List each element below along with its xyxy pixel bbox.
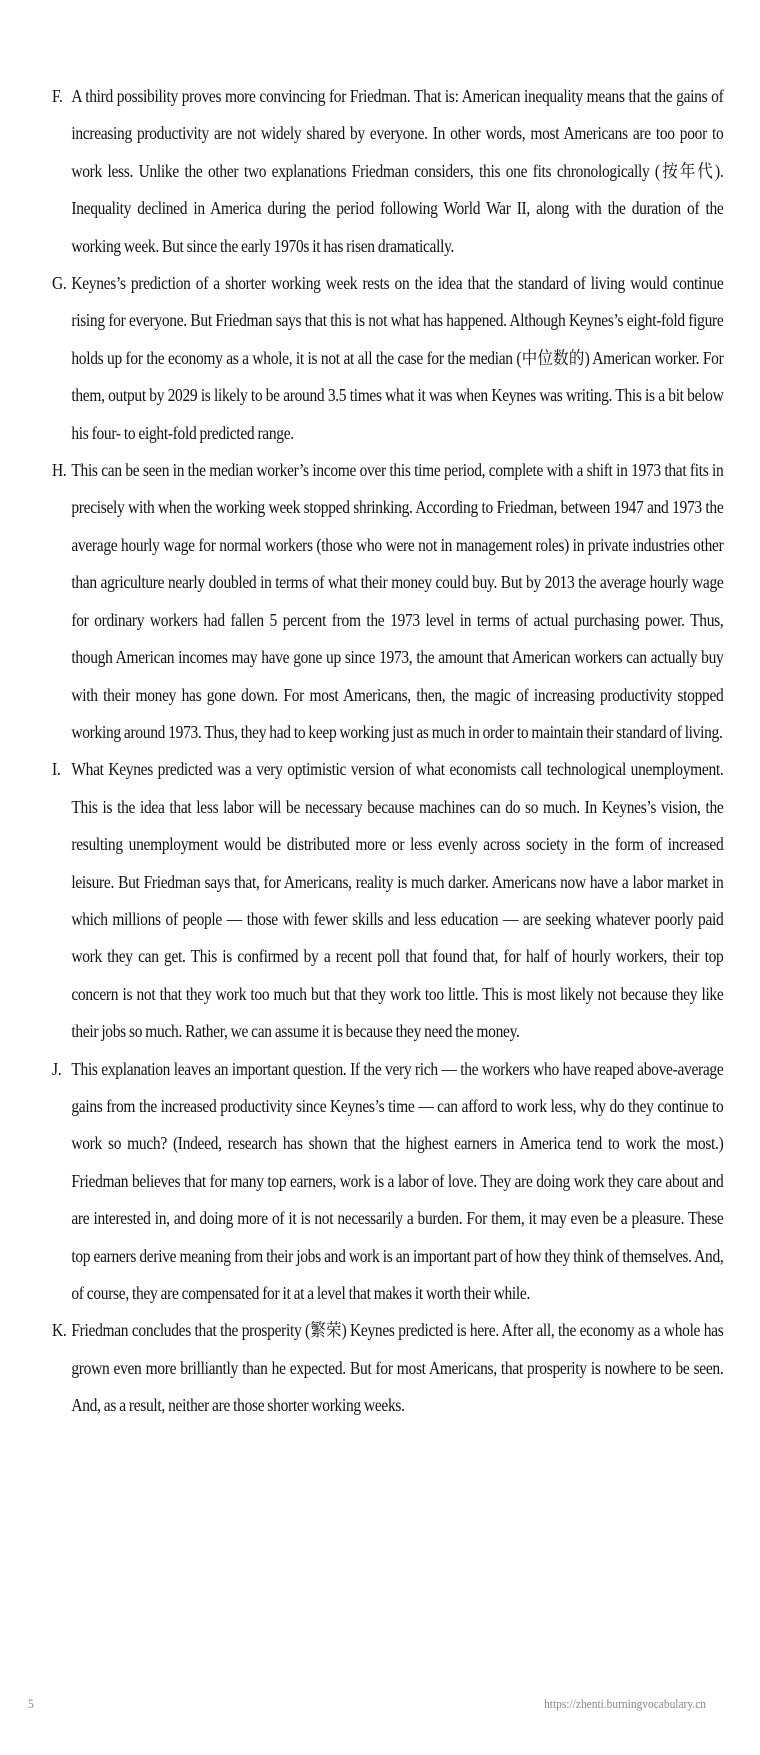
paragraph-letter: H.: [52, 460, 67, 481]
paragraph-g: [52, 265, 723, 452]
paragraph-text: Keynes’s prediction of a shorter working week rests on the idea that the standard of living would continue rising for everyone. But Friedman says that this is not what has happened. Although Keynes’s eight-fold figure holds up for the economy as a whole, it is not at all the case for the median (中位数的) American worker. For them, output by 2029 is likely to be around 3.5 times what it was when Keynes was writing. This is a bit below his four- to eight-fold predicted range.: [71, 273, 724, 443]
paragraph-i: [52, 751, 723, 1050]
paragraph-letter: J.: [52, 1058, 62, 1079]
paragraph-h: [52, 452, 723, 751]
paragraph-text: This can be seen in the median worker’s income over this time period, complete with a shift in 1973 that fits in precisely with when the working week stopped shrinking. According to Friedman, between 1947 and 1973 the average hourly wage for normal workers (those who were not in management roles) in private industries other than agriculture nearly doubled in terms of what their money could buy. But by 2013 the average hourly wage for ordinary workers had fallen 5 percent from the 1973 level in terms of actual purchasing power. Thus, though American incomes may have gone up since 1973, the amount that American workers can actually buy with their money has gone down. For most Americans, then, the magic of increasing productivity stopped working around 1973. Thus, they had to keep working just as much in order to maintain their standard of living.: [71, 460, 724, 742]
paragraph-text: This explanation leaves an important question. If the very rich — the workers who have reaped above-average gains from the increased productivity since Keynes’s time — can afford to work less, why do they continue to work so much? (Indeed, research has shown that the highest earners in America tend to work the most.) Friedman believes that for many top earners, work is a labor of love. They are doing work they care about and are interested in, and doing more of it is not necessarily a burden. For them, it may even be a pleasure. These top earners derive meaning from their jobs and work is an important part of how they think of themselves. And, of course, they are compensated for it at a level that makes it worth their while.: [71, 1058, 724, 1303]
paragraph-letter: K.: [52, 1320, 67, 1341]
paragraph-text: A third possibility proves more convincing for Friedman. That is: American inequality means that the gains of increasing productivity are not widely shared by everyone. In other words, most Americans are too poor to work less. Unlike the other two explanations Friedman considers, this one fits chronologically (按年代). Inequality declined in America during the period following World War II, along with the duration of the working week. But since the early 1970s it has risen dramatically.: [71, 86, 724, 256]
page-number: 5: [28, 1696, 34, 1711]
footer-url-link[interactable]: https://zhenti.burningvocabulary.cn: [544, 1696, 706, 1711]
paragraph-letter: G.: [52, 273, 67, 294]
paragraph-text: What Keynes predicted was a very optimistic version of what economists call technological unemployment. This is the idea that less labor will be necessary because machines can do so much. In Keynes’s vision, the resulting unemployment would be distributed more or less evenly across society in the form of increased leisure. But Friedman says that, for Americans, reality is much darker. Americans now have a labor market in which millions of people — those with fewer skills and less education — are seeking whatever poorly paid work they can get. This is confirmed by a recent poll that found that, for half of hourly workers, their top concern is not that they work too much but that they work too little. This is most likely not because they like their jobs so much. Rather, we can assume it is because they need the money.: [71, 759, 724, 1042]
paragraph-k: [52, 1312, 723, 1424]
paragraph-j: [52, 1051, 723, 1313]
paragraph-text: Friedman concludes that the prosperity (繁荣) Keynes predicted is here. After all, the economy as a whole has grown even more brilliantly than he expected. But for most Americans, that prosperity is nowhere to be seen. And, as a result, neither are those shorter working weeks.: [71, 1320, 724, 1416]
passage-body: [52, 78, 724, 1425]
paragraph-letter: F.: [52, 86, 63, 106]
paragraph-letter: I.: [52, 759, 61, 780]
paragraph-f: [52, 78, 723, 265]
